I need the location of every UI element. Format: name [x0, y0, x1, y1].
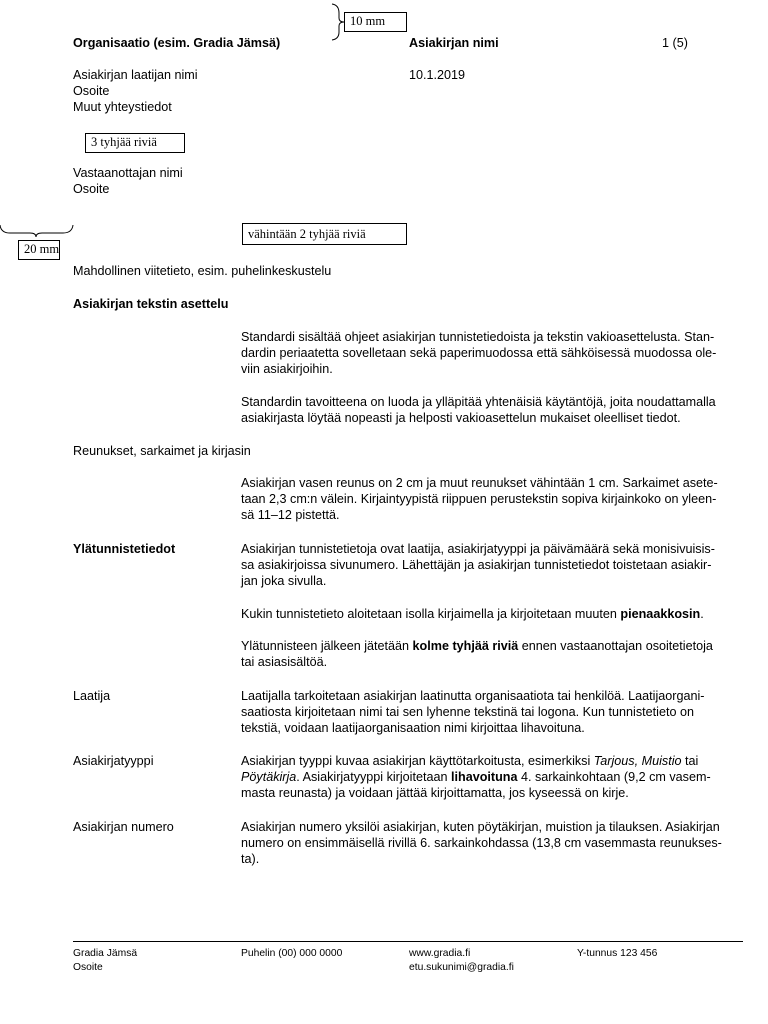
top-margin-annotation: 10 mm — [344, 12, 407, 32]
left-margin-annotation: 20 mm — [18, 240, 60, 260]
text-line: viin asiakirjoihin. — [241, 362, 333, 377]
text-line — [241, 606, 746, 622]
intro-paragraph-1 — [241, 329, 746, 378]
text-run: ennen vastaanottajan osoitetietoja — [518, 639, 713, 653]
doctype-label: Asiakirjatyyppi — [73, 754, 154, 768]
text-run: . Asiakirjatyyppi kirjoitetaan — [296, 770, 451, 785]
text-line — [241, 753, 746, 769]
text-line: tekstiä, voidaan laatijaorganisaation nimi kirjoittaa lihavoituna. — [241, 721, 585, 736]
docnumber-label: Asiakirjan numero — [73, 820, 174, 834]
sender-contact: Muut yhteystiedot — [73, 100, 172, 115]
text-line: Asiakirjan tunnistetietoja ovat laatija, asiakirjatyyppi ja päivämäärä sekä monisivuisis- — [241, 542, 715, 556]
text-run: Kukin tunnistetieto aloitetaan isolla kirjaimella ja kirjoitetaan muuten — [241, 607, 621, 621]
text-line: Standardin tavoitteena on luoda ja ylläpitää yhtenäisiä käytäntöjä, joita noudattamalla — [241, 395, 716, 409]
header-info-paragraph-1 — [241, 541, 746, 590]
text-line: asiakirjasta löytää nopeasti ja helposti vakioasettelun mukaiset oleelliset tiedot. — [241, 411, 681, 426]
text-run: Ylätunnisteen jälkeen jätetään — [241, 639, 413, 653]
text-line: Laatijalla tarkoitetaan asiakirjan laatinutta organisaatiota tai henkilöä. Laatijaorgani- — [241, 689, 705, 703]
text-line: numero on ensimmäisellä rivillä 6. sarkainkohdassa (13,8 cm vasemmasta reunukses- — [241, 836, 722, 851]
text-line: sä 11–12 pistettä. — [241, 508, 340, 523]
author-label: Laatija — [73, 689, 111, 703]
text-line: tai asiasisältöä. — [241, 655, 328, 670]
top-margin-brace-icon — [326, 4, 346, 40]
left-margin-brace-icon — [0, 223, 73, 237]
recipient-name: Vastaanottajan nimi — [73, 166, 183, 180]
margins-paragraph — [241, 475, 746, 524]
text-line: dardin periaatetta sovelletaan sekä paperimuodossa että sähköisessä muodossa ole- — [241, 346, 717, 361]
footer-web-block — [409, 947, 514, 975]
intro-paragraph-2 — [241, 394, 746, 426]
text-italic-run: Pöytäkirja — [241, 770, 297, 785]
organisation-name: Organisaatio (esim. Gradia Jämsä) — [73, 36, 281, 50]
footer-divider — [73, 941, 743, 942]
text-line: Asiakirjan numero yksilöi asiakirjan, kuten pöytäkirjan, muistion ja tilauksen. Asiakirjan — [241, 820, 720, 834]
footer-business-id: Y-tunnus 123 456 — [577, 948, 658, 959]
sender-name: Asiakirjan laatijan nimi — [73, 68, 198, 82]
text-line: ta). — [241, 852, 260, 867]
recipient-block — [73, 165, 183, 197]
sender-address: Osoite — [73, 84, 110, 99]
text-line — [241, 769, 746, 785]
text-run: tai — [681, 754, 699, 768]
text-run: 4. sarkainkohtaan (9,2 cm vasem- — [517, 770, 711, 785]
text-line: saatiosta kirjoitetaan nimi tai sen lyhenne tekstinä tai logona. Kun tunnistetieto on — [241, 705, 694, 720]
text-line — [241, 638, 746, 654]
header-info-label: Ylätunnistetiedot — [73, 542, 176, 556]
footer-web-link[interactable]: www.gradia.fi — [409, 948, 471, 959]
text-bold-run: pienaakkosin — [620, 607, 701, 621]
text-line: sa asiakirjoissa sivunumero. Lähettäjän ja asiakirjan tunnistetiedot toistetaan asiakir- — [241, 558, 712, 573]
margins-heading: Reunukset, sarkaimet ja kirjasin — [73, 444, 251, 458]
text-run: Asiakirjan tyyppi kuvaa asiakirjan käyttötarkoitusta, esimerkiksi — [241, 754, 594, 768]
footer-phone: Puhelin (00) 000 0000 — [241, 948, 343, 959]
sender-block — [73, 67, 198, 116]
page-number: 1 (5) — [662, 36, 688, 50]
recipient-address: Osoite — [73, 182, 110, 197]
text-line: jan joka sivulla. — [241, 574, 327, 589]
text-line: masta reunasta) ja voidaan jättää kirjoittamatta, jos kyseessä on kirje. — [241, 786, 629, 801]
text-line: Standardi sisältää ohjeet asiakirjan tunnistetiedoista ja tekstin vakioasettelusta. Stan- — [241, 330, 715, 344]
text-bold-run: kolme tyhjää riviä — [412, 639, 519, 653]
text-line: Asiakirjan vasen reunus on 2 cm ja muut reunukset vähintään 1 cm. Sarkaimet asete- — [241, 476, 718, 490]
text-italic-run: Tarjous, Muistio — [593, 754, 682, 768]
author-paragraph — [241, 688, 746, 737]
blank-rows-2-annotation: vähintään 2 tyhjää riviä — [242, 223, 407, 245]
docnumber-paragraph — [241, 819, 746, 868]
footer-org: Gradia Jämsä — [73, 948, 138, 959]
text-bold-run: lihavoituna — [451, 770, 518, 785]
header-info-paragraph-2 — [241, 606, 746, 622]
subject-heading: Asiakirjan tekstin asettelu — [73, 297, 229, 311]
footer-org-block — [73, 947, 137, 975]
blank-rows-3-annotation: 3 tyhjää riviä — [85, 133, 185, 153]
footer-email-link[interactable]: etu.sukunimi@gradia.fi — [409, 962, 514, 973]
footer-address: Osoite — [73, 962, 103, 973]
doctype-paragraph — [241, 753, 746, 802]
text-line: taan 2,3 cm:n välein. Kirjaintyypistä riippuen perustekstin sopiva kirjainkoko on yleen- — [241, 492, 717, 507]
header-info-paragraph-3 — [241, 638, 746, 670]
document-date: 10.1.2019 — [409, 68, 466, 82]
text-run: . — [700, 607, 704, 621]
reference-line: Mahdollinen viitetieto, esim. puhelinkeskustelu — [73, 264, 332, 278]
document-name: Asiakirjan nimi — [409, 36, 499, 50]
